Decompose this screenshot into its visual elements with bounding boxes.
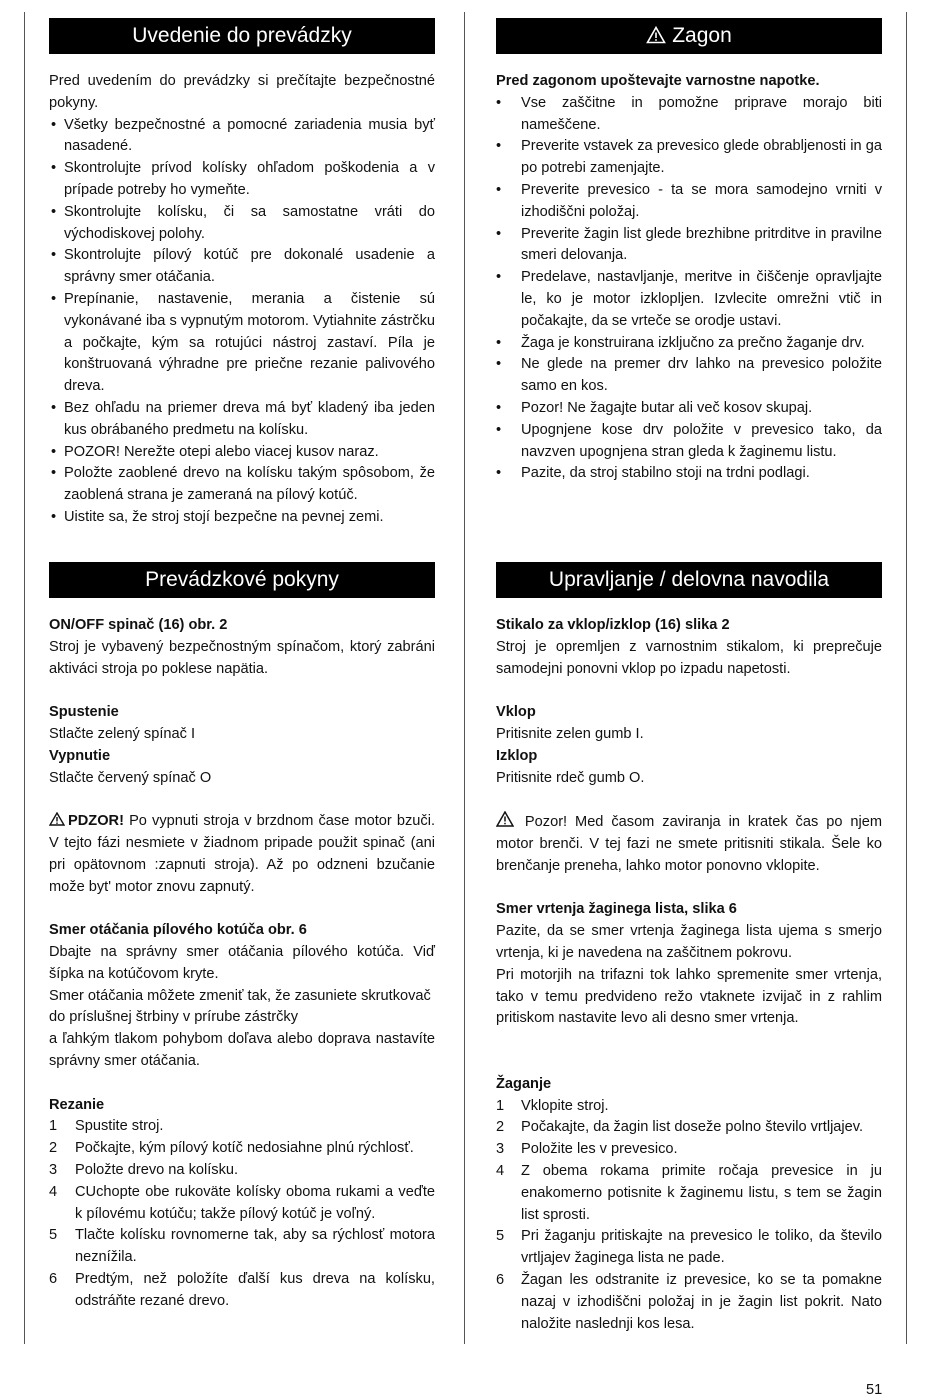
switch-heading: ON/OFF spinač (16) obr. 2 (49, 617, 228, 633)
bullet: • (496, 181, 502, 198)
list-item: • Skontrolujte pílový kotúč pre dokonalé usadenie a správny smer otáčania. (51, 247, 435, 286)
list-item: 2 Počkajte, kým pílový kotíč nedosiahne plnú rýchlosť. (49, 1138, 435, 1160)
cutting-steps (49, 1116, 435, 1312)
list-item: • Skontrolujte kolísku, či sa samostatne vráti do východiskovej polohy. (51, 203, 435, 242)
on-text: Pritisnite zelen gumb I. (496, 725, 644, 742)
list-item: • Prepínanie, nastavenie, merania a čistenie sú vykonávané iba s vypnutým motorom. Vytiahnite zástrčku a počkajte, kým sa rotujúci nástroj zastaví. Píla je konštruovaná výhradne pre priečne rezanie palivového dreva. (51, 290, 435, 395)
switch-text: Stroj je vybavený bezpečnostným spínačom, ktorý zabráni aktiváci stroja po poklese napätia. (49, 638, 435, 677)
step-number: 3 (496, 1141, 505, 1158)
bullet: • (51, 247, 57, 264)
list-item: 4 Z obema rokama primite ročaja prevesice in ju enakomerno potisnite k žaginemu listu, s tem se žagin list sprosti. (496, 1162, 882, 1223)
step-number: 2 (49, 1140, 58, 1157)
warning-triangle-icon (496, 811, 514, 827)
list-item: 3 Položite les v prevesico. (496, 1139, 882, 1161)
step-number: 3 (49, 1161, 58, 1178)
upravljanje-body (496, 615, 882, 1335)
bullet: • (496, 269, 502, 286)
step-number: 1 (496, 1097, 505, 1114)
bullet: • (51, 399, 57, 416)
list-item: 6 Žagan les odstranite iz prevesice, ko se ta pomakne nazaj v izhodiščni položaj in je žagin list pokrit. Nato naložite naslednji kos lesa. (496, 1271, 882, 1332)
stop-text: Stlačte červený spínač O (49, 769, 212, 786)
list-item: • Položte zaoblené drevo na kolísku takým spôsobom, že zaoblená strana je zameraná na pílový kotúč. (51, 465, 435, 504)
warning-label: PDZOR! (68, 813, 124, 830)
zagon-list (496, 93, 882, 485)
start-heading: Spustenie (49, 704, 119, 721)
direction-text-1: Dbajte na správny smer otáčania pílového kotúča. Viď šípka na kotúčovom kryte. (49, 943, 435, 982)
bullet: • (51, 465, 57, 482)
list-item: • Preverite vstavek za prevesico glede obrabljenosti in ga po potrebi zamenjajte. (496, 138, 882, 177)
warning-triangle-icon (49, 812, 65, 826)
left-margin-rule (24, 12, 25, 1344)
start-text: Stlačte zelený spínač I (49, 725, 196, 742)
zagon-title-text: Zagon (672, 24, 732, 47)
list-item: 6 Predtým, než položíte ďalší kus dreva na kolísku, odstráňte rezané drevo. (49, 1270, 435, 1309)
zagon-intro: Pred zagonom upoštevajte varnostne napotke. (496, 73, 820, 89)
list-item: • Skontrolujte prívod kolísky ohľadom poškodenia a v prípade potreby ho vymeňte. (51, 160, 435, 198)
section-title-zagon (496, 18, 882, 54)
step-number: 1 (49, 1118, 58, 1135)
step-number: 6 (49, 1270, 58, 1287)
bullet: • (51, 160, 57, 177)
list-item: 5 Tlačte kolísku rovnomerne tak, aby sa rýchlosť motora neznížila. (49, 1227, 435, 1266)
section-title-uvedenie: Uvedenie do prevádzky (49, 18, 435, 54)
stop-heading: Vypnutie (49, 747, 111, 764)
direction-text-2: Pri motorjih na trifazni tok lahko spremenite smer vrtenja, tako v temu predvideno režo vtaknete izvijač in z rahlim pritiskom nastavite levo ali desno smer vrtenja. (496, 966, 882, 1027)
bullet: • (51, 116, 57, 133)
off-text: Pritisnite rdeč gumb O. (496, 769, 645, 786)
list-item: • Bez ohľadu na priemer dreva má byť kladený iba jeden kus obrábaného predmetu na kolísku. (51, 399, 435, 438)
list-item: 3 Položte drevo na kolísku. (49, 1160, 435, 1182)
warning-paragraph (49, 811, 435, 898)
list-item: • Pazite, da stroj stabilno stoji na trdni podlagi. (496, 463, 882, 485)
step-number: 5 (49, 1227, 58, 1244)
warning-text: Pozor! Med časom zaviranja in kratek čas po njem motor brenči. V tej fazi ne smete pritisniti stikala. Šele ko brenčanje preneha, lahko motor ponovno vklopite. (496, 814, 882, 874)
cutting-heading: Rezanie (49, 1096, 105, 1113)
zagon-body (496, 71, 882, 485)
list-item: • Uistite sa, že stroj stojí bezpečne na pevnej zemi. (49, 507, 435, 529)
list-item: • Predelave, nastavljanje, meritve in čiščenje opravljajte le, ko je motor izklopljen. Izvlecite omrežni vtič in počakajte, da se vrteče se orodje ustavi. (496, 269, 882, 329)
list-item: • Ne glede na premer drv lahko na prevesico položite samo en kos. (496, 356, 882, 395)
uvedenie-intro: Pred uvedením do prevádzky si prečítajte bezpečnostné pokyny. (49, 73, 435, 111)
uvedenie-list (49, 115, 435, 529)
warning-triangle-icon (646, 26, 666, 44)
center-column-rule (464, 12, 465, 1344)
bullet: • (496, 421, 502, 438)
bullet: • (496, 465, 502, 482)
step-number: 5 (496, 1228, 505, 1245)
sawing-steps (496, 1096, 882, 1336)
switch-text: Stroj je opremljen z varnostnim stikalom, ki preprečuje samodejni ponovni vklop po izpadu napetosti. (496, 638, 882, 677)
bullet: • (496, 356, 502, 373)
list-item: • Preverite prevesico - ta se mora samodejno vrniti v izhodiščni položaj. (496, 181, 882, 220)
list-item: 5 Pri žaganju pritiskajte na prevesico le toliko, da število vrtljajev žaginega lista ne pade. (496, 1228, 882, 1267)
list-item: • Upognjene kose drv položite v prevesico tako, da navzven upognjena stran gleda k žaginemu listu. (496, 421, 882, 460)
list-item: • Všetky bezpečnostné a pomocné zariadenia musia byť nasadené. (51, 116, 435, 155)
step-number: 4 (496, 1162, 505, 1179)
direction-text-2: Smer otáčania môžete zmeniť tak, že zasuniete skrutkovač do príslušnej štrbiny v prírube zástrčky (49, 987, 431, 1026)
bullet: • (51, 290, 57, 307)
direction-heading: Smer vrtenja žaginega lista, slika 6 (496, 901, 737, 918)
page-number: 51 (866, 1382, 883, 1398)
prevadzkove-body (49, 615, 435, 1313)
sawing-heading: Žaganje (496, 1075, 552, 1092)
warning-text: Po vypnuti stroja v brzdnom čase motor bzuči. V tejto fázi nesmiete v žiadnom pripade použit spinač (ani pri opätovnom :zapnuti stroja). Až po odzneni bzučanie može byt' motor znovu zapnutý. (49, 813, 435, 895)
switch-heading: Stikalo za vklop/izklop (16) slika 2 (496, 617, 730, 633)
section-title-prevadzkove: Prevádzkové pokyny (49, 562, 435, 598)
list-item: 1 Spustite stroj. (49, 1116, 435, 1138)
bullet: • (51, 203, 57, 220)
section-title-upravljanje: Upravljanje / delovna navodila (496, 562, 882, 598)
right-margin-rule (906, 12, 907, 1344)
list-item: • Pozor! Ne žagajte butar ali več kosov skupaj. (496, 398, 882, 420)
list-item: • Vse zaščitne in pomožne priprave morajo biti nameščene. (496, 94, 882, 133)
list-item: • Žaga je konstruirana izključno za prečno žaganje drv. (496, 333, 882, 355)
bullet: • (496, 138, 502, 155)
bullet: • (496, 334, 502, 351)
list-item: 2 Počakajte, da žagin list doseže polno število vrtljajev. (496, 1117, 882, 1139)
direction-text-1: Pazite, da se smer vrtenja žaginega lista ujema s smerjo vrtenja, ki je navedena na zaščitnem pokrovu. (496, 923, 882, 961)
direction-heading: Smer otáčania pílového kotúča obr. 6 (49, 922, 307, 939)
direction-text-3: a ľahkým tlakom pohybom doľava alebo doprava nastavíte správny smer otáčania. (49, 1031, 435, 1069)
step-number: 4 (49, 1183, 58, 1200)
bullet: • (496, 399, 502, 416)
bullet: • (496, 225, 502, 242)
step-number: 2 (496, 1119, 505, 1136)
bullet: • (51, 508, 57, 525)
warning-paragraph (496, 811, 882, 877)
off-heading: Izklop (496, 747, 538, 764)
uvedenie-body (49, 71, 435, 529)
list-item: • POZOR! Nerežte otepi alebo viacej kusov naraz. (49, 442, 435, 464)
step-number: 6 (496, 1271, 505, 1288)
list-item: 4 CUchopte obe rukoväte kolísky oboma rukami a veďte k pílovému kotúču; takže pílový kotúč je voľný. (49, 1183, 435, 1222)
bullet: • (51, 443, 57, 460)
bullet: • (496, 94, 502, 111)
on-heading: Vklop (496, 704, 536, 721)
list-item: • Preverite žagin list glede brezhibne pritrditve in pravilne smeri delovanja. (496, 225, 882, 264)
list-item: 1 Vklopite stroj. (496, 1096, 882, 1118)
